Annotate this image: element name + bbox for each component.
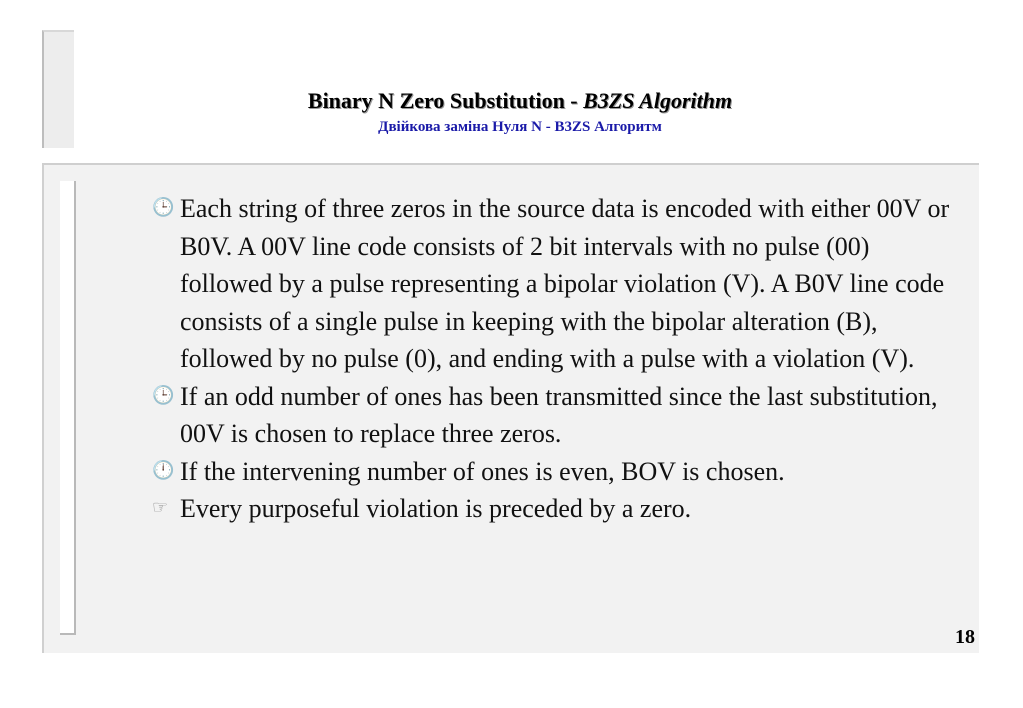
bullet-item — [152, 378, 967, 453]
hand-pointer-icon: ☞ — [152, 497, 169, 518]
bullet-text: If the intervening number of ones is even, BOV is chosen. — [180, 456, 785, 486]
header-decor-bar — [42, 30, 74, 148]
clock-bullet-icon: 🕒 — [152, 384, 175, 406]
bullet-list — [152, 190, 967, 528]
slide-title — [140, 88, 900, 114]
bullet-text: Every purposeful violation is preceded by a zero. — [180, 494, 692, 523]
bullet-item — [152, 490, 967, 528]
bullet-item — [152, 453, 967, 491]
content-decor-bar — [60, 181, 76, 635]
title-italic: B3ZS Algorithm — [583, 88, 733, 113]
bullet-text: Each string of three zeros in the source data is encoded with either 00V or B0V. A 00V line code consists of 2 bit intervals with no pulse (00) followed by a pulse representing a bipolar violation (V). A B0V line code consists of a single pulse in keeping with the bipolar alteration (B), followed by no pulse (0), and ending with a pulse with a violation (V). — [180, 194, 950, 373]
bullet-text: If an odd number of ones has been transmitted since the last substitution, 00V is chosen to replace three zeros. — [180, 381, 938, 448]
page-number: 18 — [955, 626, 975, 648]
slide-subtitle: Двійкова заміна Нуля N - B3ZS Алгоритм — [378, 119, 662, 135]
title-plain: Binary N Zero Substitution - — [307, 88, 584, 113]
panel-edge — [42, 165, 44, 653]
bullet-item — [152, 190, 967, 378]
clock-bullet-icon: 🕒 — [152, 197, 175, 218]
title-block — [140, 88, 900, 138]
clock-bullet-icon: 🕛 — [152, 459, 175, 481]
